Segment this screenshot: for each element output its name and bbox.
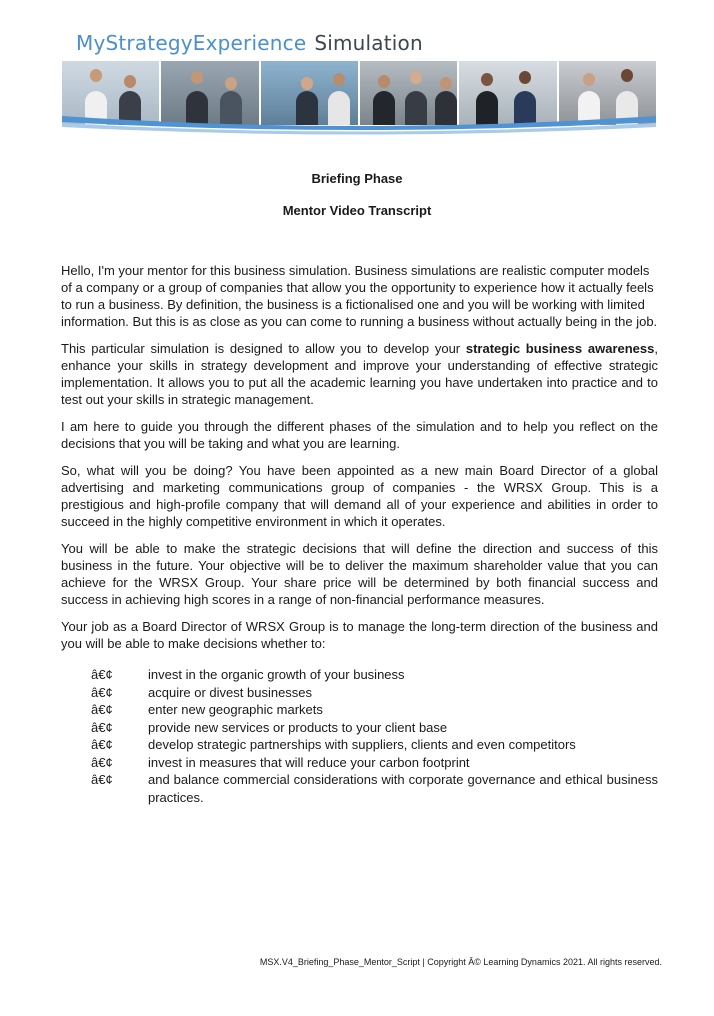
list-item: â€¢ develop strategic partnerships with suppliers, clients and even competitors [61,736,658,754]
paragraph: Hello, I'm your mentor for this business simulation. Business simulations are realistic computer models of a company or a group of companies that allow you the opportunity to experience how it actually feels to run a business. By definition, the business is a fictionalised one and you will be working with limited information. But this is as close as you can come to running a business without actually being in the job. [61,263,658,329]
brand-product: Simulation [314,31,423,55]
bullet-glyph: â€¢ [91,684,113,700]
emphasis-text: strategic business awareness [465,341,655,356]
paragraph: I am here to guide you through the different phases of the simulation and to help you reflect on the decisions that you will be taking and what you are learning. [61,419,658,451]
bullet-glyph: â€¢ [91,737,113,752]
list-item: â€¢ acquire or divest businesses [61,684,658,702]
bullet-glyph: â€¢ [91,719,113,735]
page-title: Briefing Phase [311,171,403,186]
header-swoosh [62,114,656,136]
paragraph: Your job as a Board Director of WRSX Group is to manage the long-term direction of the business and you will be able to make decisions whether to: [61,619,658,651]
brand-logo [76,31,423,55]
paragraph [61,340,658,408]
transcript-body [61,262,658,806]
list-item: â€¢ invest in measures that will reduce your carbon footprint [61,754,658,772]
list-item: â€¢ invest in the organic growth of your business [61,666,658,684]
decision-list [61,666,658,806]
paragraph: You will be able to make the strategic decisions that will define the direction and success of this business in the future. Your objective will be to deliver the maximum shareholder value that you can achieve for the WRSX Group. Your share price will be determined by both financial success and success in achieving high scores in a range of non-financial performance measures. [61,541,658,607]
paragraph-text: This particular simulation is designed to allow you to develop your [61,341,466,356]
bullet-glyph: â€¢ [91,667,113,682]
paragraph-text: , enhance your skills in strategy development and improve your understanding of effective strategic implementation. It allows you to put all the academic learning you have undertaken into practice and to test out your skills in strategic management. [61,341,658,407]
page-footer: MSX.V4_Briefing_Phase_Mentor_Script | Copyright Â© Learning Dynamics 2021. All rights reserved. [259,957,662,967]
bullet-glyph: â€¢ [91,702,113,717]
brand-name: MyStrategyExperience [76,31,307,55]
list-item: â€¢ provide new services or products to your client base [61,719,658,737]
page-subtitle: Mentor Video Transcript [282,203,432,218]
bullet-glyph: â€¢ [91,772,113,787]
list-item: â€¢ enter new geographic markets [61,701,658,719]
list-item: â€¢ and balance commercial considerations with corporate governance and ethical business practices. [61,771,658,806]
paragraph: So, what will you be doing? You have been appointed as a new main Board Director of a global advertising and marketing communications group of companies - the WRSX Group. This is a prestigious and high-profile company that will demand all of your experience and abilities in order to succeed in the highly competitive environment in which it operates. [61,463,658,529]
bullet-glyph: â€¢ [91,754,113,770]
